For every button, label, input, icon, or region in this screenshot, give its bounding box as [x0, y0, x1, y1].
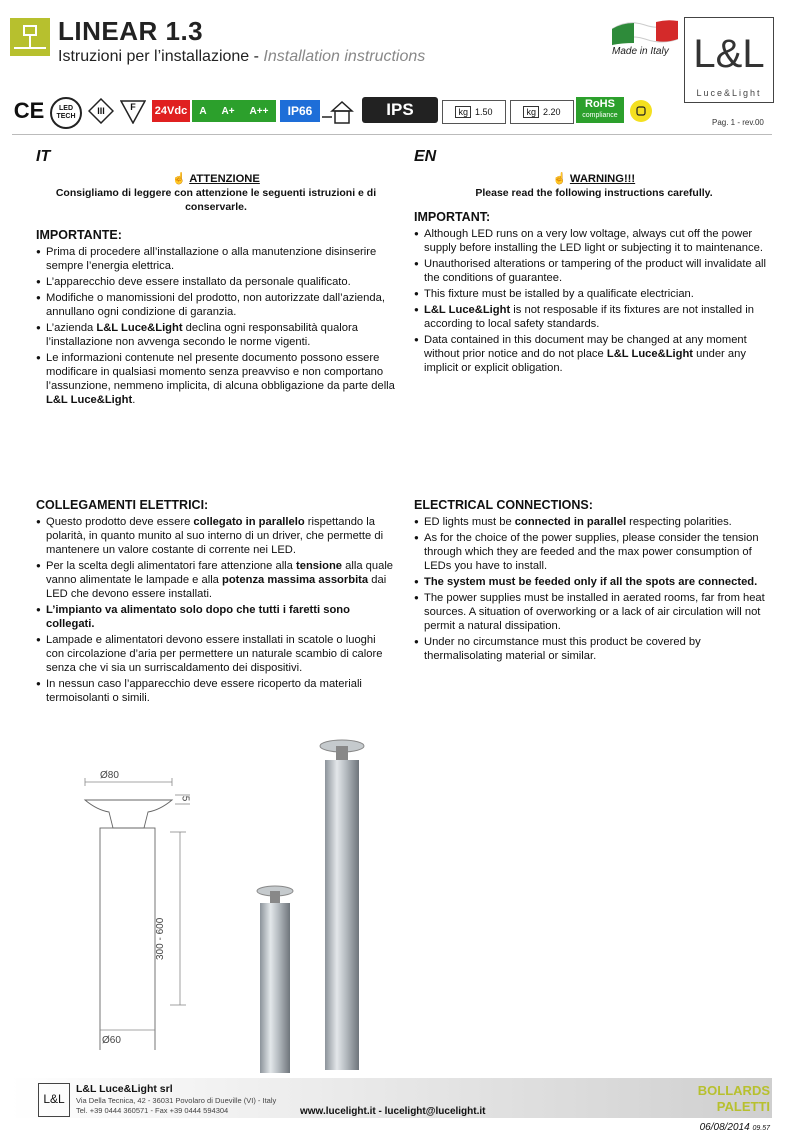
important-list-it — [36, 245, 396, 407]
footer-company: L&L Luce&Light srl — [76, 1083, 173, 1095]
footer-brand-logo: L&L — [38, 1083, 70, 1117]
warning-block-en: ☝ WARNING!!! — [552, 173, 636, 185]
weight-2-badge: kg 2.20 — [510, 100, 574, 124]
diameter-top-label: Ø80 — [100, 770, 119, 781]
technical-drawing — [60, 760, 220, 1050]
ips-badge: IPS — [362, 97, 438, 123]
list-item: ● As for the choice of the power supplies, please consider the tension through which they are feeded and the max power consumption of LEDs you have to install. — [414, 531, 774, 573]
list-item: ● Le informazioni contenute nel presente documento possono essere modificare in qualsiasi momento senza preavviso e non comportano l’assunzione, nemmeno implicita, di alcuna obbligazione da parte della L&L Luce&Light. — [36, 351, 396, 407]
energy-class-a-plus: A+ — [214, 100, 242, 122]
yellow-led-icon — [630, 100, 652, 122]
electrical-title-it: COLLEGAMENTI ELETTRICI: — [36, 498, 209, 512]
page-title: LINEAR 1.3 — [58, 16, 204, 46]
important-list-en — [414, 227, 774, 375]
list-item: ● Lampade e alimentatori devono essere installati in scatole o luoghi con circolazione d’aria per permettere un naturale scambio di calore senza che vi sia un surriscaldamento dei dispositivi. — [36, 633, 396, 675]
important-title-en: IMPORTANT: — [414, 210, 491, 224]
warning-text-en: Please read the following instructions carefully. — [475, 187, 713, 199]
list-item: ● L’impianto va alimentato solo dopo che tutti i faretti sono collegati. — [36, 603, 396, 631]
weight-1-badge: kg 1.50 — [442, 100, 506, 124]
list-item: ● L&L Luce&Light is not resposable if its fixtures are not installed in according to local safety standards. — [414, 303, 774, 331]
electrical-en — [414, 488, 774, 665]
energy-class-a-plus-plus: A++ — [242, 100, 276, 122]
list-item: ● Under no circumstance must this product be covered by thermalisolating material or similar. — [414, 635, 774, 663]
cap-thickness-label: 5 — [179, 795, 191, 802]
page-number: Pag. 1 - rev.00 — [712, 118, 764, 127]
hand-pointer-icon: ☝ — [552, 173, 567, 185]
list-item: ● This fixture must be istalled by a qualificate electrician. — [414, 287, 774, 301]
footer-address: Via Della Tecnica, 42 - 36031 Povolaro di Dueville (VI) - Italy — [76, 1096, 277, 1105]
electrical-it — [36, 488, 396, 707]
rohs-badge: RoHS compliance — [576, 97, 624, 123]
warning-text-it: Consigliamo di leggere con attenzione le seguenti istruzioni e di conservarle. — [55, 187, 377, 213]
footer-website-link[interactable]: www.lucelight.it - lucelight@lucelight.it — [300, 1106, 486, 1117]
diameter-base-label: Ø60 — [102, 1035, 121, 1046]
list-item: ● Unauthorised alterations or tampering of the product will invalidate all the conditions of guarantee. — [414, 257, 774, 285]
lamp-logo-icon — [10, 18, 50, 56]
page-subtitle: Istruzioni per l’installazione - Installation instructions — [58, 48, 426, 65]
voltage-badge: 24Vdc — [152, 100, 190, 122]
footer-category-it: PALETTI — [716, 1099, 770, 1114]
brand-logo: L&L Luce&Light — [684, 17, 774, 103]
list-item: ● The power supplies must be installed in aerated rooms, far from heat sources. A situation of overworking or a lack of air circulation will not permit a natural dissipation. — [414, 591, 774, 633]
certification-row — [12, 97, 652, 127]
list-item: ● Prima di procedere all’installazione o alla manutenzione disinserire sempre l’energia elettrica. — [36, 245, 396, 273]
list-item: ● L’apparecchio deve essere installato da personale qualificato. — [36, 275, 396, 289]
list-item: ● Data contained in this document may be changed at any moment without prior notice and do not place L&L Luce&Light under any implicit or explicit obligation. — [414, 333, 774, 375]
column-en — [414, 150, 774, 377]
list-item: ● ED lights must be connected in parallel respecting polarities. — [414, 515, 774, 529]
header-divider — [12, 134, 772, 135]
footer-category-en: BOLLARDS — [697, 1083, 770, 1098]
list-item: ● The system must be feeded only if all the spots are connected. — [414, 575, 774, 589]
hand-pointer-icon: ☝ — [172, 173, 187, 185]
list-item: ● Modifiche o manomissioni del prodotto, non autorizzate dall’azienda, annullano ogni condizione di garanzia. — [36, 291, 396, 319]
bollard-render — [250, 735, 390, 1075]
list-item: ● Questo prodotto deve essere collegato in parallelo rispettando la polarità, in quanto munito al suo interno di un driver, che permette di mantenere un valore costante di corrente nei LED. — [36, 515, 396, 557]
energy-class-a: A — [192, 100, 214, 122]
list-item: ● L’azienda L&L Luce&Light declina ogni responsabilità qualora l’installazione non avvenga secondo le norme vigenti. — [36, 321, 396, 349]
f-mark-icon: F — [120, 97, 146, 125]
electrical-title-en: ELECTRICAL CONNECTIONS: — [414, 498, 593, 512]
ce-mark-icon: CE — [13, 98, 45, 123]
height-label: 300 - 600 — [155, 917, 166, 960]
electrical-list-en — [414, 515, 774, 663]
electrical-list-it — [36, 515, 396, 705]
important-title-it: IMPORTANTE: — [36, 228, 122, 242]
footer-date: 06/08/2014 09.57 — [699, 1122, 770, 1133]
led-tech-icon: LED TECH — [50, 97, 82, 129]
warning-block-it: ☝ ATTENZIONE — [172, 173, 260, 185]
italian-flag-icon — [612, 17, 678, 47]
footer-phone: Tel. +39 0444 360571 - Fax +39 0444 594304 — [76, 1106, 229, 1115]
class-iii-icon: III — [88, 97, 114, 125]
column-heading-en: EN — [414, 148, 437, 165]
list-item: ● Although LED runs on a very low voltage, always cut off the power supply before installing the LED light or subjecting it to maintenance. — [414, 227, 774, 255]
ip66-badge: IP66 — [280, 100, 320, 122]
list-item: ● In nessun caso l’apparecchio deve essere ricoperto da materiali termoisolanti o simili. — [36, 677, 396, 705]
made-in-italy: Made in Italy — [612, 46, 669, 57]
product-logo — [10, 18, 50, 56]
outdoor-house-icon — [322, 97, 356, 125]
column-heading-it: IT — [36, 148, 51, 165]
column-it — [36, 150, 396, 409]
list-item: ● Per la scelta degli alimentatori fare attenzione alla tensione alla quale vanno alimentate le lampade e alla potenza massima assorbita dai LED che devono essere installati. — [36, 559, 396, 601]
